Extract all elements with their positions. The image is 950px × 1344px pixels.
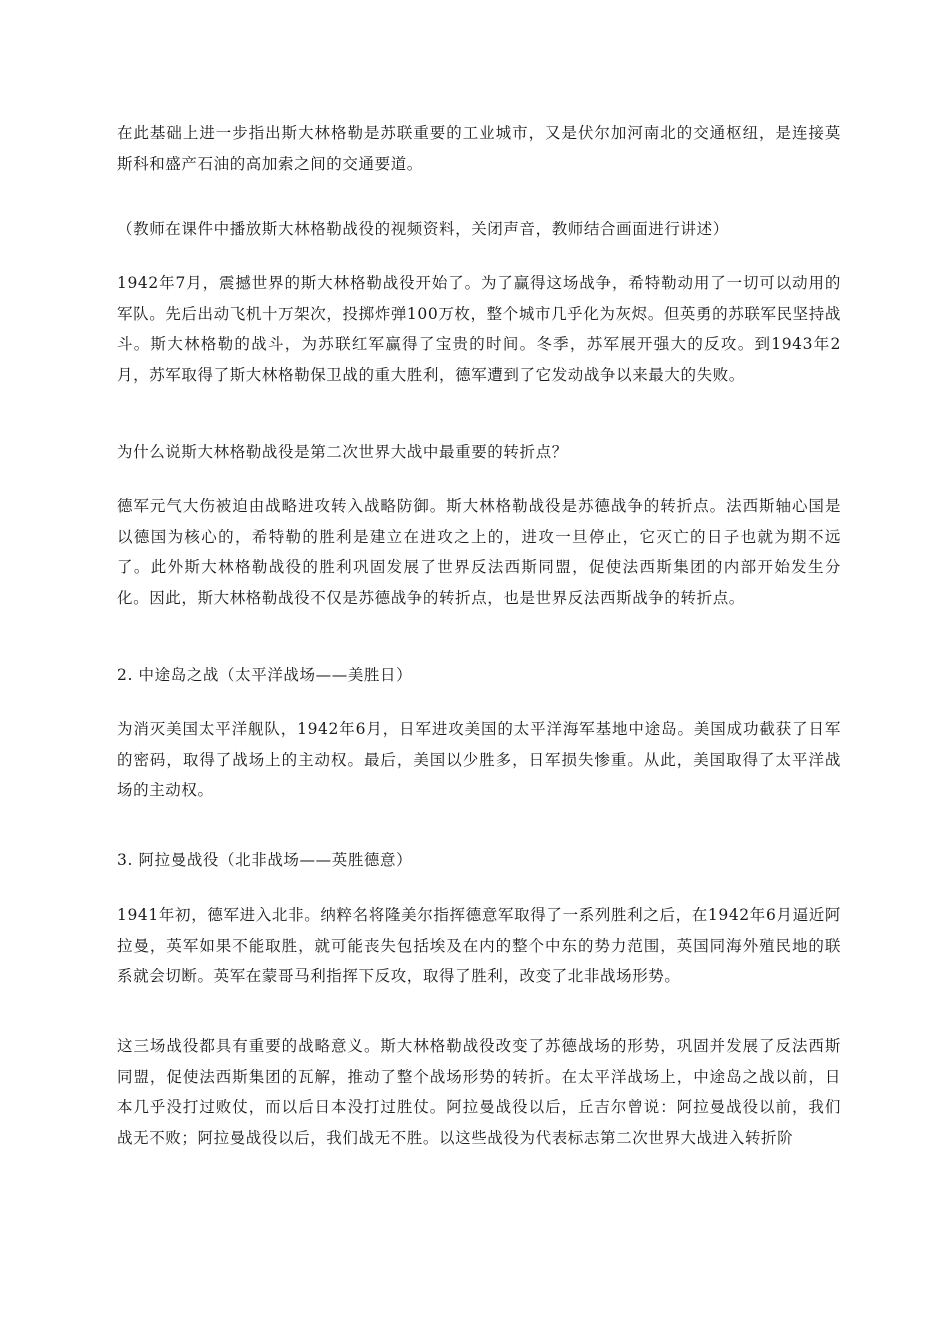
paragraph-summary: 这三场战役都具有重要的战略意义。斯大林格勒战役改变了苏德战场的形势，巩固并发展了反法西斯同盟，促使法西斯集团的瓦解，推动了整个战场形势的转折。在太平洋战场上，中途岛之战以前，日本几乎没打过败仗，而以后日本没打过胜仗。阿拉曼战役以后，丘吉尔曾说：阿拉曼战役以前，我们战无不败；阿拉曼战役以后，我们战无不胜。以这些战役为代表标志第二次世界大战进入转折阶 — [117, 1037, 841, 1147]
paragraph-alamein: 1941年初，德军进入北非。纳粹名将隆美尔指挥德意军取得了一系列胜利之后，在1942年6月逼近阿拉曼，英军如果不能取胜，就可能丧失包括埃及在内的整个中东的势力范围，英国同海外殖民地的联系就会切断。英军在蒙哥马利指挥下反攻，取得了胜利，改变了北非战场形势。 — [117, 906, 841, 985]
paragraph-midway: 为消灭美国太平洋舰队，1942年6月，日军进攻美国的太平洋海军基地中途岛。美国成功截获了日军的密码，取得了战场上的主动权。最后，美国以少胜多，日军损失惨重。从此，美国取得了太平洋战场的主动权。 — [117, 720, 841, 799]
paragraph-answer: 德军元气大伤被迫由战略进攻转入战略防御。斯大林格勒战役是苏德战争的转折点。法西斯轴心国是以德国为核心的，希特勒的胜利是建立在进攻之上的，进攻一旦停止，它灭亡的日子也就为期不远了。此外斯大林格勒战役的胜利巩固发展了世界反法西斯同盟，促使法西斯集团的内部开始发生分化。因此，斯大林格勒战役不仅是苏德战争的转折点，也是世界反法西斯战争的转折点。 — [117, 497, 841, 607]
paragraph-question: 为什么说斯大林格勒战役是第二次世界大战中最重要的转折点？ — [117, 443, 568, 461]
heading-alamein: 3. 阿拉曼战役（北非战场——英胜德意） — [117, 851, 413, 869]
paragraph-teacher-note: （教师在课件中播放斯大林格勒战役的视频资料，关闭声音，教师结合画面进行讲述） — [117, 220, 729, 238]
paragraph-stalingrad-battle: 1942年7月，震撼世界的斯大林格勒战役开始了。为了赢得这场战争，希特勒动用了一切可以动用的军队。先后出动飞机十万架次，投掷炸弹100万枚，整个城市几乎化为灰烬。但英勇的苏联军民坚持战斗。斯大林格勒的战斗，为苏联红军赢得了宝贵的时间。冬季，苏军展开强大的反攻。到1943年2月，苏军取得了斯大林格勒保卫战的重大胜利，德军遭到了它发动战争以来最大的失败。 — [117, 274, 841, 384]
heading-midway: 2. 中途岛之战（太平洋战场——美胜日） — [117, 666, 413, 684]
paragraph-stalingrad-intro: 在此基础上进一步指出斯大林格勒是苏联重要的工业城市，又是伏尔加河南北的交通枢纽，是连接莫斯科和盛产石油的高加索之间的交通要道。 — [117, 124, 841, 173]
